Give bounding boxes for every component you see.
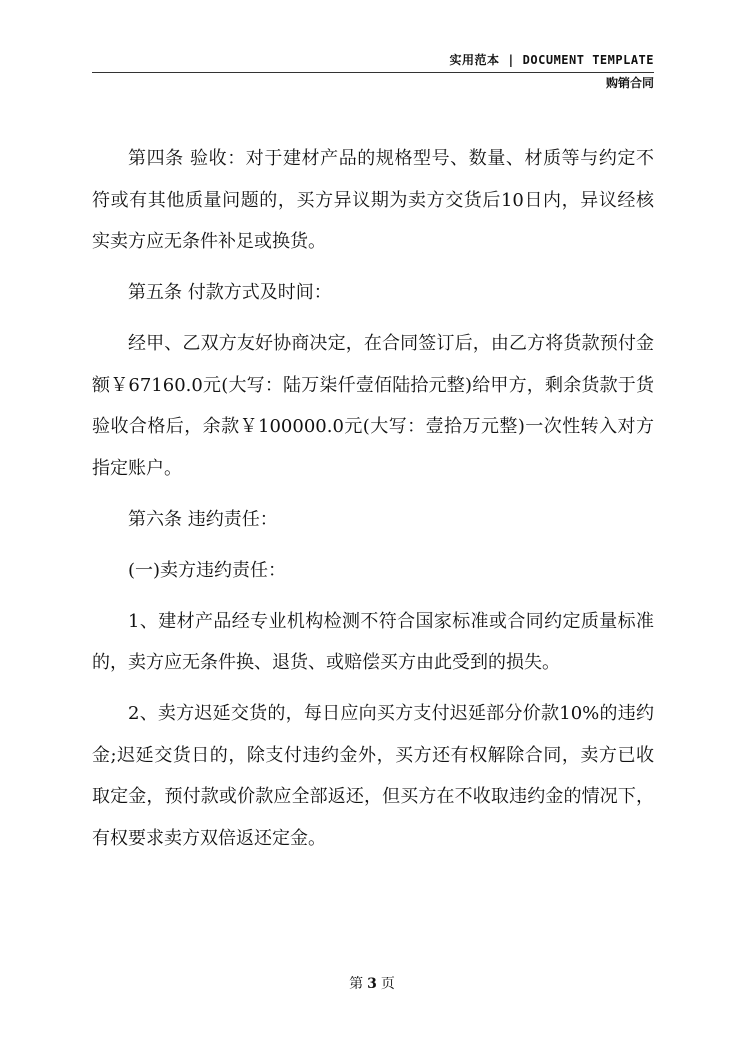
paragraph-seller-liability-heading: (一)卖方违约责任： — [128, 559, 287, 581]
paragraph-payment-terms: 经甲、乙双方友好协商决定，在合同签订后，由乙方将货款预付金额￥67160.0元(大写：陆万柒仟壹佰陆拾元整)给甲方，剩余货款于货验收合格后，余款￥100000.0元(大写：壹拾万元整)一次性转入对方指定账户。 — [92, 333, 654, 479]
paragraph-liability-item-2: 2、卖方迟延交货的，每日应向买方支付迟延部分价款10%的违约金;迟延交货日的，除支付违约金外，买方还有权解除合同，卖方已收取定金，预付款或价款应全部返还，但买方在不收取违约金的情况下，有权要求卖方双倍返还定金。 — [92, 703, 654, 849]
document-header-subtitle: 购销合同 — [605, 76, 654, 90]
document-body — [92, 138, 654, 869]
paragraph-article-5-heading: 第五条 付款方式及时间： — [128, 282, 332, 303]
page-label-prefix: 第 — [349, 976, 364, 992]
paragraph-article-4-acceptance: 第四条 验收：对于建材产品的规格型号、数量、材质等与约定不符或有其他质量问题的，买方异议期为卖方交货后10日内，异议经核实卖方应无条件补足或换货。 — [92, 148, 654, 252]
page-number: 3 — [367, 976, 377, 992]
header-divider — [92, 72, 654, 73]
page-label-suffix: 页 — [380, 976, 395, 992]
paragraph-liability-item-1: 1、建材产品经专业机构检测不符合国家标准或合同约定质量标准的，卖方应无条件换、退货、或赔偿买方由此受到的损失。 — [92, 610, 654, 673]
page-footer — [0, 975, 744, 993]
document-header-title: 实用范本 | DOCUMENT TEMPLATE — [449, 53, 654, 67]
paragraph-article-6-heading: 第六条 违约责任： — [128, 508, 278, 530]
